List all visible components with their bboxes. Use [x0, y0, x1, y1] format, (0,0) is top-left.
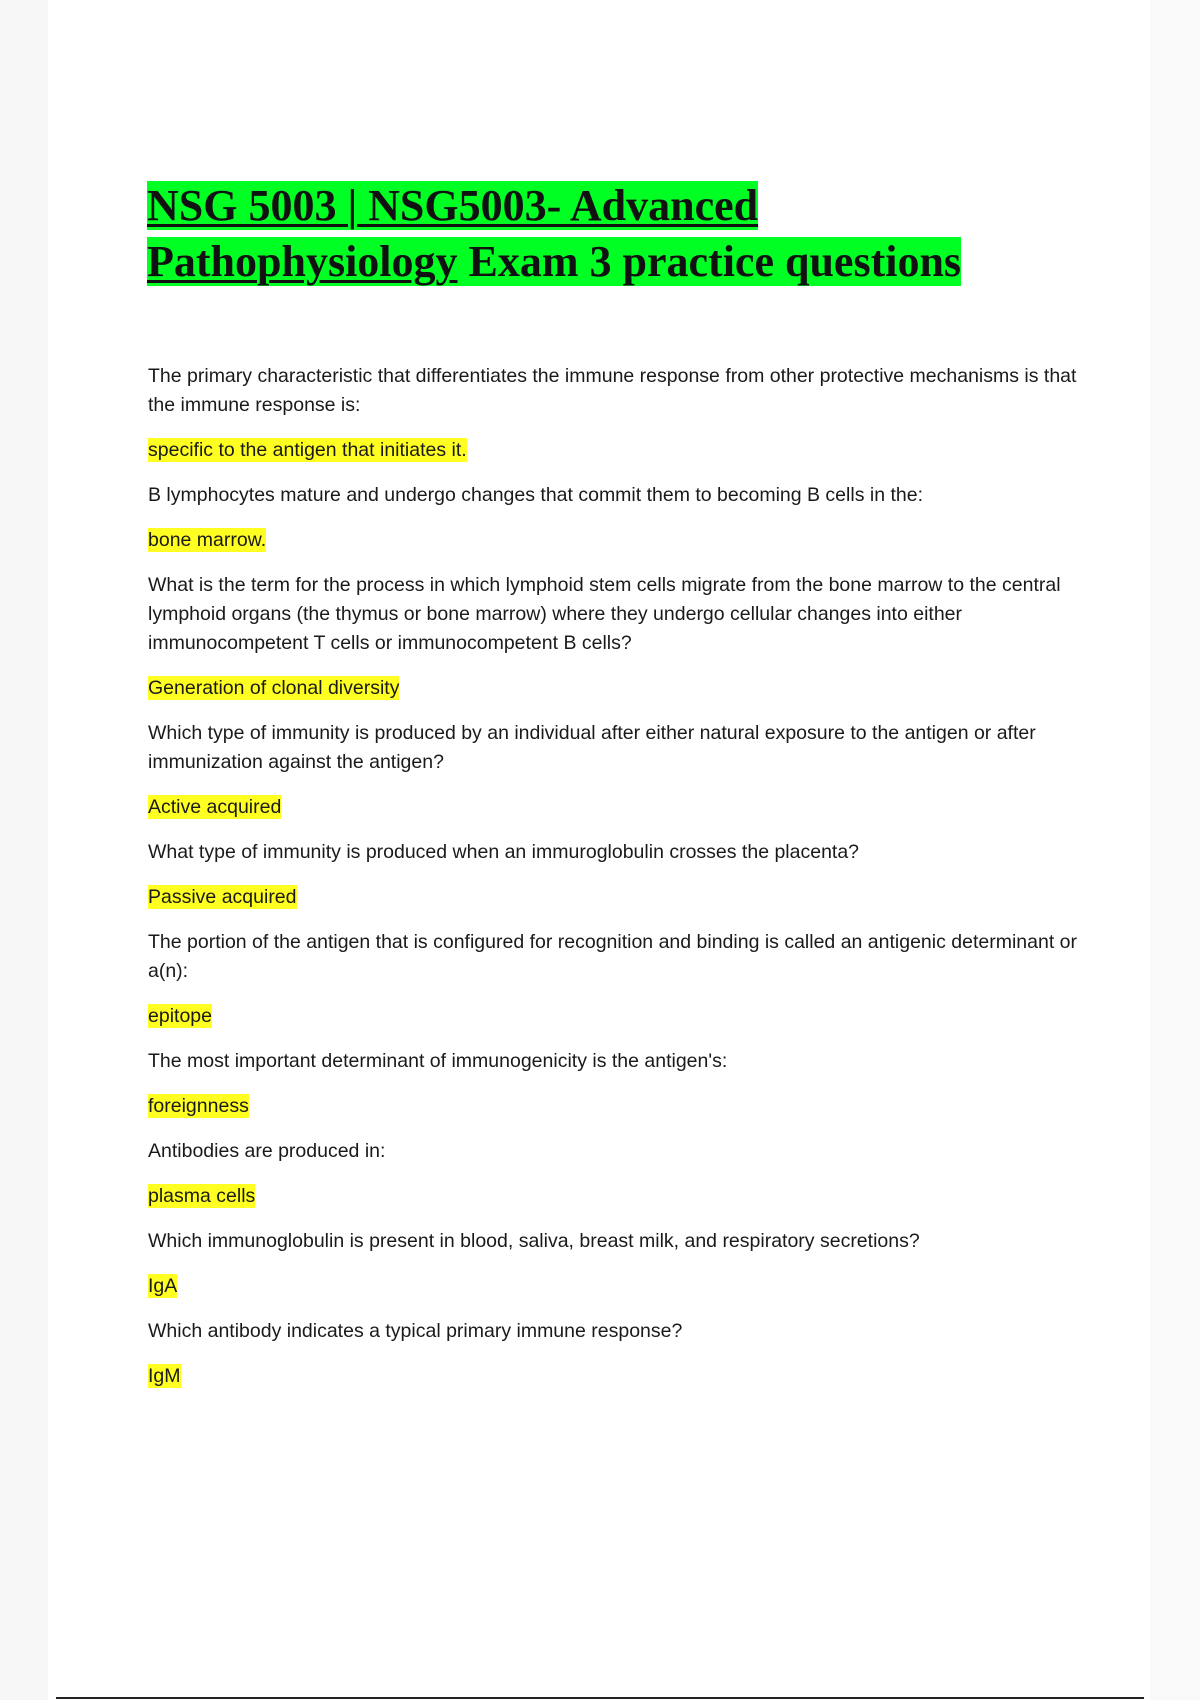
question-text: Which immunoglobulin is present in blood, saliva, breast milk, and respiratory secretions?: [148, 1230, 920, 1252]
answer-highlight: IgA: [148, 1275, 178, 1297]
answer-text: [148, 526, 1098, 555]
answer-text: [148, 1002, 1098, 1031]
question-text: Antibodies are produced in:: [148, 1140, 386, 1162]
answer-highlight: IgM: [148, 1365, 181, 1387]
answer-highlight: Passive acquired: [148, 886, 297, 908]
question-answer-list: [148, 362, 1098, 1407]
title-line-1: NSG 5003 | NSG5003- Advanced: [147, 181, 759, 230]
answer-highlight: Generation of clonal diversity: [148, 677, 400, 699]
answer-text: [148, 1272, 1098, 1301]
page-right-margin-shade: [1150, 0, 1200, 1700]
question-text: The portion of the antigen that is configured for recognition and binding is called an antigenic determinant or a(n):: [148, 931, 1078, 982]
question-text: The most important determinant of immunogenicity is the antigen's:: [148, 1050, 728, 1072]
title-line-2: [147, 237, 961, 286]
answer-text: [148, 793, 1098, 822]
title-underlined-word: Pathophysiology: [147, 237, 458, 286]
question-text: B lymphocytes mature and undergo changes that commit them to becoming B cells in the:: [148, 484, 923, 506]
answer-text: [148, 1182, 1098, 1211]
answer-text: [148, 1092, 1098, 1121]
question-text: Which type of immunity is produced by an individual after either natural exposure to the antigen or after immunization against the antigen?: [148, 722, 1036, 773]
answer-highlight: bone marrow.: [148, 529, 267, 551]
answer-highlight: epitope: [148, 1005, 212, 1027]
answer-highlight: plasma cells: [148, 1185, 256, 1207]
answer-text: [148, 1362, 1098, 1391]
answer-highlight: foreignness: [148, 1095, 249, 1117]
question-text: What is the term for the process in which lymphoid stem cells migrate from the bone marrow to the central lymphoid organs (the thymus or bone marrow) where they undergo cellular changes into either immunocompetent T cells or immunocompetent B cells?: [148, 574, 1061, 654]
answer-highlight: Active acquired: [148, 796, 282, 818]
question-text: Which antibody indicates a typical primary immune response?: [148, 1320, 683, 1342]
page-left-margin-shade: [0, 0, 48, 1700]
question-text: The primary characteristic that differentiates the immune response from other protective mechanisms is that the immune response is:: [148, 365, 1077, 416]
footer-divider: [56, 1697, 1144, 1699]
document-title: [147, 178, 1107, 290]
answer-text: [148, 883, 1098, 912]
answer-highlight: specific to the antigen that initiates it.: [148, 439, 467, 461]
question-text: What type of immunity is produced when an immuroglobulin crosses the placenta?: [148, 841, 860, 863]
answer-text: [148, 436, 1098, 465]
title-rest: Exam 3 practice questions: [457, 237, 962, 286]
answer-text: [148, 674, 1098, 703]
